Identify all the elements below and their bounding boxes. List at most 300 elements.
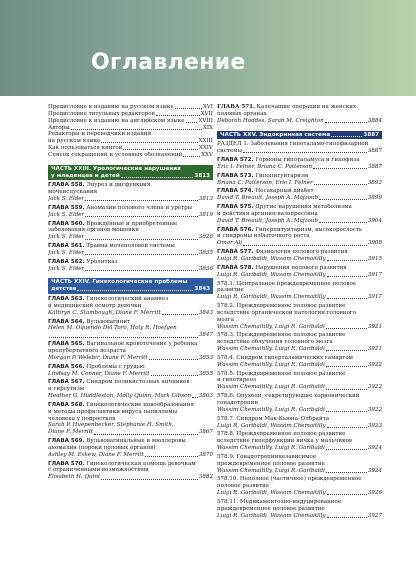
chapter-entry[interactable] xyxy=(217,173,382,187)
chapter-entry[interactable] xyxy=(48,259,213,273)
chapter-entry[interactable] xyxy=(217,204,382,225)
chapter-title-line xyxy=(48,319,213,326)
subsection-entry[interactable] xyxy=(217,281,382,302)
dot-leader xyxy=(326,449,367,450)
chapter-author-row-text: Briana C. Patterson, Eric I. Felner xyxy=(217,179,313,186)
chapter-title-text: Физиология полового развития xyxy=(255,249,348,256)
subsection-entry[interactable] xyxy=(217,431,382,452)
chapter-number: ГЛАВА 564. xyxy=(48,318,85,325)
subsection-author-row xyxy=(217,324,382,331)
dot-leader xyxy=(186,122,198,123)
chapter-title-text: Проблемы с грудью xyxy=(86,363,145,370)
chapter-entry[interactable] xyxy=(48,182,213,203)
dot-leader xyxy=(175,108,202,109)
front-matter-row-text: Предисловие к изданию на английском языке xyxy=(48,117,185,124)
chapter-list-part-xxv xyxy=(217,157,382,279)
chapter-title-text: Уролитиаз xyxy=(86,258,118,265)
subsection-title-line: 578.10. Неполное (частичное) преждевременное xyxy=(217,476,362,483)
dot-leader xyxy=(156,115,200,116)
front-matter-item[interactable] xyxy=(48,111,213,118)
dot-leader xyxy=(121,177,194,178)
subsection-author-row xyxy=(217,294,382,301)
chapter-number: ГЛАВА 567. xyxy=(48,379,85,386)
chapter-number: ГЛАВА 560. xyxy=(48,220,85,227)
chapter-number: ГЛАВА 572. xyxy=(217,157,254,164)
subsection-title-line: 578.1. Центральное преждевременное половое xyxy=(217,280,357,287)
chapter-author-row-text: Jack S. Elder xyxy=(48,211,85,218)
dot-leader xyxy=(145,456,198,457)
subsection-entry[interactable] xyxy=(217,393,382,414)
dot-leader xyxy=(123,149,197,150)
chapter-author-row xyxy=(48,474,213,481)
part-title-row xyxy=(51,286,210,293)
subsection-entry[interactable] xyxy=(217,476,382,497)
subsection-entry[interactable] xyxy=(217,416,382,430)
chapter-author-row-text: Lindsay M. Conner, Diane F. Merritt xyxy=(48,370,150,377)
chapter-entry[interactable] xyxy=(48,296,213,317)
page-number: 3927 xyxy=(367,512,382,519)
dot-leader xyxy=(326,366,367,367)
chapter-title-line xyxy=(48,259,213,266)
chapter-author-row xyxy=(48,429,213,436)
chapter-author-row xyxy=(48,234,213,241)
page-number: 3835 xyxy=(198,249,213,256)
subsection-author-row-text: Wassim Chemaitilly, Luigi R. Garibaldi xyxy=(217,406,325,413)
page-number: 3923 xyxy=(367,422,382,429)
chapter-title-text: и медицинский осмотр девочки xyxy=(48,302,142,309)
subsection-entry[interactable] xyxy=(217,355,382,369)
dot-leader xyxy=(327,260,367,261)
chapter-entry[interactable] xyxy=(48,319,213,340)
chapter-title-line: мочеиспускания xyxy=(48,189,98,196)
chapter-author-row-text: Omar Ali xyxy=(217,240,243,247)
chapter-author-row-text: Kathryn C. Stambough, Diane F. Merritt xyxy=(48,309,161,316)
chapter-author-row-text: Deborah Hoddes, Sarah M. Creighton xyxy=(217,117,324,124)
subsection-entry[interactable] xyxy=(217,454,382,475)
page-number: 3917 xyxy=(367,271,382,278)
chapter-title-line xyxy=(217,211,382,218)
part-title-row-text: у младенцев и детей xyxy=(51,172,120,179)
chapter-title-line xyxy=(48,409,213,416)
section-title-row xyxy=(217,148,382,155)
front-matter-item[interactable] xyxy=(48,152,213,159)
chapter-title-line: человека у подростков xyxy=(48,415,116,422)
page-number: 3908 xyxy=(367,240,382,247)
chapter-571-entry[interactable] xyxy=(217,104,382,125)
chapter-title-text: Гиперпитуитаризм, высокорослость xyxy=(255,226,363,233)
subsection-author-row xyxy=(217,490,382,497)
front-matter-item[interactable] xyxy=(48,145,213,152)
part-title-row-text: ЧАСТЬ XXV. Эндокринная система xyxy=(220,131,331,138)
header-banner xyxy=(0,0,416,96)
page-number: 3813 xyxy=(198,196,213,203)
chapter-author-row-text: Elisabeth H. Quint xyxy=(48,474,101,481)
chapter-title-line xyxy=(217,249,382,256)
subsection-title-line: мозга xyxy=(217,316,234,323)
dot-leader xyxy=(243,152,367,153)
page-number: 3843 xyxy=(194,286,210,293)
subsection-title-line: 578.8. Преждевременное половое развитие xyxy=(217,431,346,438)
chapter-entry[interactable] xyxy=(48,221,213,242)
front-matter-item[interactable] xyxy=(48,118,213,125)
subsection-title-line: 578.5. Преждевременное половое развитие xyxy=(217,370,346,377)
chapter-title-text: Вагинальное кровотечение у ребенка xyxy=(86,341,198,348)
subsection-author-row xyxy=(217,468,382,475)
front-matter-line: Редакторы и переводчики издания xyxy=(48,131,152,138)
page-number: 3819 xyxy=(198,211,213,218)
front-matter-item[interactable] xyxy=(48,131,213,145)
page-number: 3921 xyxy=(367,323,382,330)
subsection-entry[interactable] xyxy=(217,332,382,353)
subsection-author-row-text: Luigi R. Garibaldi, Wassim Chemaitilly xyxy=(217,294,326,301)
chapter-number: ГЛАВА 558. xyxy=(48,182,85,189)
subsection-author-row-text: Luigi R. Garibaldi, Wassim Chemaitilly xyxy=(217,512,326,519)
subsection-title-line: 578.3. Преждевременное половое развитие xyxy=(217,332,346,339)
chapter-title-line: заболевания органов мошонки xyxy=(48,227,139,234)
front-matter-row xyxy=(48,152,213,159)
chapter-entry[interactable] xyxy=(217,157,382,171)
page-number: 3853 xyxy=(198,354,213,361)
chapter-author-row xyxy=(48,355,213,362)
chapter-author-row xyxy=(217,240,382,247)
chapter-title-text: Гинекологические новообразования xyxy=(86,401,194,408)
chapter-title-line xyxy=(217,173,382,180)
page-number: 3847 xyxy=(198,332,213,339)
subsection-entry[interactable] xyxy=(217,303,382,330)
part-title-line: ЧАСТЬ XXIV. Гинекологические проблемы xyxy=(51,279,188,286)
part-xxiv-header[interactable] xyxy=(48,278,213,294)
subsection-author-row xyxy=(217,445,382,452)
chapter-entry[interactable] xyxy=(217,265,382,279)
chapter-title-line: и гирсутизм xyxy=(48,386,85,393)
toc-left-column xyxy=(48,104,213,481)
subsection-entry[interactable] xyxy=(217,499,382,520)
page-number: 3867 xyxy=(198,429,213,436)
chapter-title-line xyxy=(217,111,382,118)
chapter-title-line xyxy=(217,157,382,164)
subsection-author-row-text: Wassim Chemaitilly, Luigi R. Garibaldi xyxy=(217,346,325,353)
chapter-title-line xyxy=(48,303,213,310)
dot-leader xyxy=(326,389,367,390)
dot-leader xyxy=(326,411,367,412)
chapter-title-line xyxy=(48,364,213,371)
subsection-author-row-text: Wassim Chemaitilly, Luigi R. Garibaldi xyxy=(217,445,325,452)
dot-leader xyxy=(85,270,198,271)
chapter-author-row-text: Luigi R. Garibaldi, Wassim Chemaitilly xyxy=(217,271,326,278)
chapter-title-text: Калечащие операции на женских xyxy=(256,104,357,110)
chapter-author-row xyxy=(217,195,382,202)
chapter-number: ГЛАВА 577. xyxy=(217,249,254,256)
chapter-title-text: и действия аргинин-вазопрессина xyxy=(217,210,318,217)
chapter-title-text: половых органах xyxy=(217,110,267,117)
subsection-author-row-text: Wassim Chemaitilly, Luigi R. Garibaldi xyxy=(217,467,325,474)
subsection-title-line: 578.9. Гонадотропиннезависимое xyxy=(217,453,317,460)
front-matter-row-text: Предисловие титульных редакторов xyxy=(48,110,155,117)
front-matter-row-text: Список сокращений и условных обозначений xyxy=(48,151,183,158)
subsection-title-line: 578.2. Преждевременное половое развитие xyxy=(217,303,346,310)
dot-leader xyxy=(243,245,367,246)
chapter-author-row-text: Jack S. Elder xyxy=(48,196,85,203)
chapter-title-text: Нарушения полового развития xyxy=(255,264,347,271)
chapter-author-row-text: Luigi R. Garibaldi, Wassim Chemaitilly xyxy=(217,255,326,262)
dot-leader xyxy=(85,239,198,240)
chapter-author-row xyxy=(48,393,213,400)
page-number: 3863 xyxy=(198,393,213,400)
page-number: 3899 xyxy=(367,195,382,202)
chapter-title-line xyxy=(217,204,382,211)
chapter-title-line xyxy=(217,227,382,234)
toc-right-column xyxy=(217,104,382,520)
chapter-author-row-text: Diane F. Merritt xyxy=(48,429,94,436)
part-title-row xyxy=(51,173,210,180)
section-title-row-text: системы xyxy=(217,148,242,155)
page-number: XXIII xyxy=(198,138,213,145)
page-number: XVII xyxy=(200,110,213,117)
chapter-title-text: Энурез и дисфункция xyxy=(86,182,151,189)
dot-leader xyxy=(85,200,198,201)
dot-leader xyxy=(327,298,367,299)
chapter-author-row xyxy=(217,118,382,125)
subsection-title-line: вследствие облучения головного мозга xyxy=(217,339,333,346)
subsection-title-line: гонадотропин xyxy=(217,400,259,407)
chapter-title-line xyxy=(48,182,213,189)
chapter-title-text: Несахарный диабет xyxy=(255,188,314,195)
chapter-entry[interactable] xyxy=(217,227,382,248)
section-1-header[interactable] xyxy=(217,141,382,155)
chapter-list-part-xxiv xyxy=(48,296,213,481)
chapter-number: ГЛАВА 574. xyxy=(217,188,254,195)
page-number: 3922 xyxy=(367,384,382,391)
chapter-author-row xyxy=(217,272,382,279)
page-number: 3904 xyxy=(367,217,382,224)
chapter-entry[interactable] xyxy=(217,188,382,202)
chapter-author-row xyxy=(48,371,213,378)
dot-leader xyxy=(319,199,367,200)
front-matter-row xyxy=(48,125,213,132)
chapter-title-text: Вульвовагинальные и мюллеровы xyxy=(86,438,186,445)
chapter-number: ГЛАВА 578. xyxy=(217,264,254,271)
chapter-author-row-text: David T. Breault, Joseph A. Majzoub xyxy=(217,195,319,202)
chapter-author-line: Helen M. Oquendo Del Toro, Holy R. Hoefgen xyxy=(48,325,177,332)
chapter-title-text: Другие нарушения метаболизма xyxy=(255,204,352,211)
front-matter-row-text: Предисловие к изданию на русском языке xyxy=(48,104,174,110)
chapter-author-row xyxy=(217,180,382,187)
chapter-number: ГЛАВА 561. xyxy=(48,243,85,250)
chapter-author-row xyxy=(48,310,213,317)
chapter-number: ГЛАВА 562. xyxy=(48,258,85,265)
chapter-title-text: Гормоны гипоталамуса и гипофиза xyxy=(255,157,360,164)
part-title-row-text: детства xyxy=(51,286,77,293)
chapter-entry[interactable] xyxy=(48,438,213,459)
page-number: 3887 xyxy=(367,163,382,170)
chapter-author-line: Sarah P. Huepenbecker, Stephanie H. Smith, xyxy=(48,422,174,429)
page-number: 3921 xyxy=(367,346,382,353)
chapter-title-line xyxy=(48,296,213,303)
chapter-author-row xyxy=(48,266,213,273)
subsection-title-line: половое развитие xyxy=(217,483,270,490)
chapter-title-line: и синдромы избыточного роста xyxy=(217,233,310,240)
page-number: 3926 xyxy=(367,490,382,497)
dot-leader xyxy=(183,156,200,157)
chapter-author-row-text: Eric I. Felner, Briana C. Patterson xyxy=(217,163,313,170)
dot-leader xyxy=(326,328,367,329)
dot-leader xyxy=(327,494,367,495)
page-number: 3887 xyxy=(363,131,379,138)
chapter-title-line xyxy=(48,402,213,409)
dot-leader xyxy=(149,359,198,360)
subsection-author-row xyxy=(217,423,382,430)
chapter-author-row-text: David T. Breault, Joseph A. Majzoub xyxy=(217,217,319,224)
chapter-title-text: Гинекологический анамнез xyxy=(86,296,169,303)
chapter-number: ГЛАВА 559. xyxy=(48,204,85,211)
front-matter-row xyxy=(48,145,213,152)
chapter-title-line: препубертатного возраста xyxy=(48,347,126,354)
part-xxv-header[interactable] xyxy=(217,131,382,140)
page-number: 3870 xyxy=(198,451,213,458)
part-title-line: ЧАСТЬ XXIII. Урологические нарушения xyxy=(51,165,181,172)
section-title-line: РАЗДЕЛ 1. Заболевания гипоталамо-гипофизарной xyxy=(217,141,369,148)
chapter-author-row xyxy=(217,218,382,225)
chapter-list-part-xxiii xyxy=(48,182,213,272)
part-xxiii-header[interactable] xyxy=(48,165,213,181)
page-number: XVI xyxy=(202,104,213,110)
subsection-list-578 xyxy=(217,281,382,520)
chapter-number: ГЛАВА 575. xyxy=(217,204,254,211)
page-number: 3924 xyxy=(367,467,382,474)
dot-leader xyxy=(327,276,367,277)
chapter-entry[interactable] xyxy=(48,379,213,400)
chapter-author-row xyxy=(48,452,213,459)
chapter-title-line xyxy=(48,221,213,228)
page-number: 3892 xyxy=(367,179,382,186)
part-title-row xyxy=(220,132,379,139)
subsection-author-row xyxy=(217,362,382,369)
chapter-title-line xyxy=(48,341,213,348)
page-number: 3884 xyxy=(367,117,382,124)
subsection-author-row xyxy=(217,407,382,414)
chapter-title-line xyxy=(48,205,213,212)
page-number: XVIII xyxy=(198,117,213,124)
chapter-number: ГЛАВА 565. xyxy=(48,341,85,348)
subsection-author-row-text: Wassim Chemaitilly, Luigi R. Garibaldi xyxy=(217,361,325,368)
front-matter-item[interactable] xyxy=(48,125,213,132)
dot-leader xyxy=(314,184,367,185)
dot-leader xyxy=(326,472,367,473)
dot-leader xyxy=(313,168,367,169)
subsection-author-row-text: Wassim Chemaitilly, Luigi R. Garibaldi xyxy=(217,323,325,330)
chapter-title-text: Гипопитуитаризм xyxy=(255,172,309,179)
chapter-author-row xyxy=(48,250,213,257)
dot-leader xyxy=(192,397,198,398)
chapter-author-row xyxy=(48,212,213,219)
chapter-number: ГЛАВА 568. xyxy=(48,401,85,408)
dot-leader xyxy=(101,479,198,480)
page-number: 3836 xyxy=(198,265,213,272)
chapter-entry[interactable] xyxy=(217,249,382,263)
subsection-title-line: преждевременное половое развитие xyxy=(217,460,325,467)
chapter-title-line xyxy=(48,379,213,386)
chapter-entry[interactable] xyxy=(48,402,213,436)
chapter-title-line xyxy=(217,188,382,195)
subsection-title-line: преждевременное половое развитие xyxy=(217,505,325,512)
page-number: 3917 xyxy=(367,294,382,301)
dot-leader xyxy=(101,142,197,143)
page-number: 3887 xyxy=(367,148,382,155)
page-number: 3843 xyxy=(198,309,213,316)
chapter-number: ГЛАВА 569. xyxy=(48,438,85,445)
chapter-author-row-text: Heather G. Huddleston, Molly Quinn, Mark Gibson xyxy=(48,393,192,400)
chapter-title-text: Синдром поликистозных яичников xyxy=(86,379,190,386)
chapter-title-line xyxy=(48,438,213,445)
dot-leader xyxy=(327,427,367,428)
chapter-author-row xyxy=(217,256,382,263)
subsection-author-row-text: Luigi R. Garibaldi, Wassim Chemaitilly xyxy=(217,422,326,429)
page-number: 3924 xyxy=(367,445,382,452)
page-number: 3915 xyxy=(367,255,382,262)
chapter-number: ГЛАВА 566. xyxy=(48,363,85,370)
front-matter-list xyxy=(48,104,213,159)
chapter-title-line xyxy=(48,243,213,250)
subsection-title-line: 578.11. Медикаментозно-индуцированное xyxy=(217,498,342,505)
dot-leader xyxy=(94,434,198,435)
page-number: 3922 xyxy=(367,361,382,368)
chapter-title-line xyxy=(217,265,382,272)
page-number: XXIV xyxy=(198,145,213,152)
dot-leader xyxy=(325,122,367,123)
chapter-author-row xyxy=(217,164,382,171)
chapter-title-line xyxy=(217,104,382,111)
subsection-title-line: 578.7. Синдром Мак-Кьюна–Олбрайта xyxy=(217,415,330,422)
chapter-entry[interactable] xyxy=(48,205,213,219)
chapter-entry[interactable] xyxy=(48,341,213,362)
dot-leader xyxy=(85,216,198,217)
subsection-author-row xyxy=(217,384,382,391)
chapter-author-row-text: Ashley M. Eskew, Diane F. Merritt xyxy=(48,451,144,458)
subsection-title-line: 578.4. Синдром гиперталамических гамартом xyxy=(217,354,353,361)
subsection-author-row xyxy=(217,513,382,520)
subsection-title-line: и гипотиреоз xyxy=(217,377,257,384)
chapter-entry[interactable] xyxy=(48,364,213,378)
chapter-author-row-text: Jack S. Elder xyxy=(48,234,85,241)
chapter-number: ГЛАВА 571. xyxy=(217,104,255,110)
subsection-entry[interactable] xyxy=(217,371,382,392)
page-number: 3826 xyxy=(198,234,213,241)
front-matter-item[interactable] xyxy=(48,104,213,111)
chapter-title-text: Аномалии полового члена и уретры xyxy=(86,204,193,211)
subsection-author-row xyxy=(217,346,382,353)
front-matter-row-text: Авторы xyxy=(48,124,70,131)
chapter-entry[interactable] xyxy=(48,461,213,482)
front-matter-row xyxy=(48,138,213,145)
front-matter-row xyxy=(48,111,213,118)
chapter-author-row xyxy=(48,196,213,203)
chapter-title-text: Травма мочеполовой системы xyxy=(86,243,175,250)
chapter-author-row-text: Jack S. Elder xyxy=(48,249,85,256)
chapter-number: ГЛАВА 563. xyxy=(48,296,85,303)
front-matter-row-text: Как пользоваться книгой xyxy=(48,145,123,152)
page-number: 3882 xyxy=(198,474,213,481)
chapter-title-text: Врождённые и приобретенные xyxy=(86,220,178,227)
dot-leader xyxy=(162,314,198,315)
chapter-entry[interactable] xyxy=(48,243,213,257)
subsection-title-line: вследствие органической патологии головного xyxy=(217,309,357,316)
page-number: 3855 xyxy=(198,370,213,377)
dot-leader xyxy=(326,350,367,351)
dot-leader xyxy=(85,254,198,255)
chapter-author-row-text: Jack S. Elder xyxy=(48,265,85,272)
subsection-title-line: вследствие гиперфункции яичка у мальчиков xyxy=(217,438,353,445)
page-number: 3813 xyxy=(194,172,210,179)
